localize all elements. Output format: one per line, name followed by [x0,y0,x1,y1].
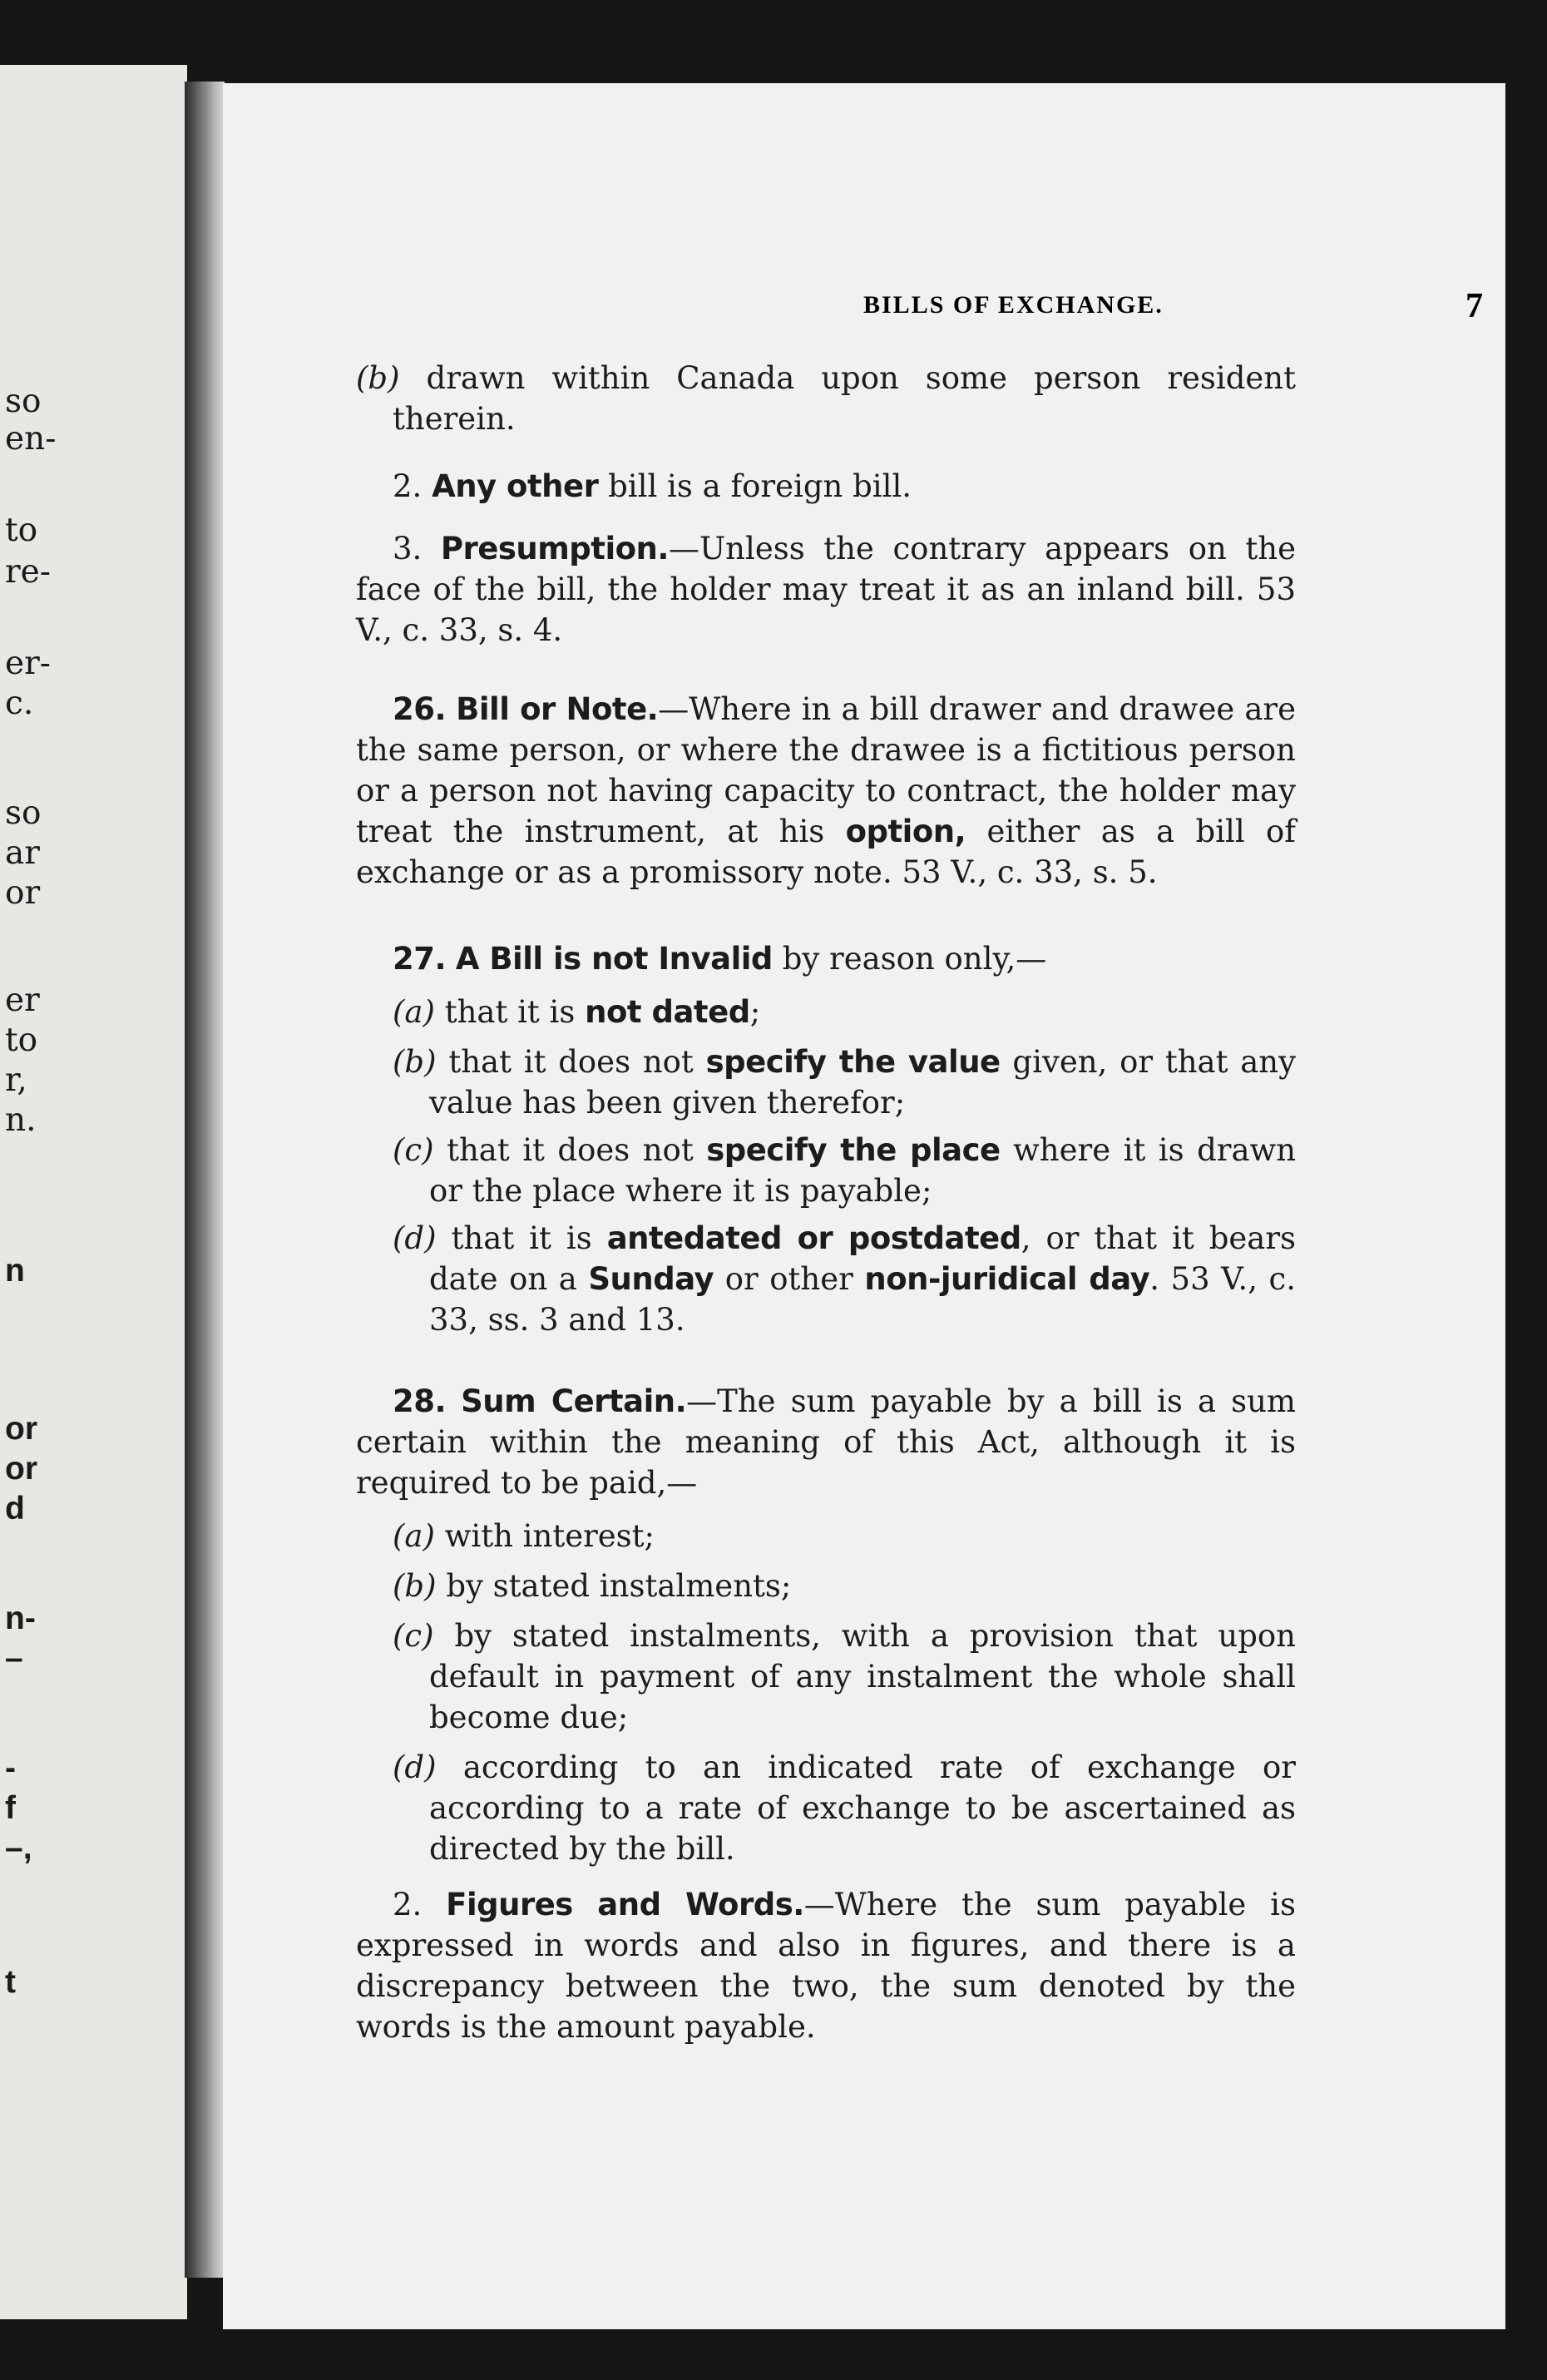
subsection-heading: Any other [432,468,599,504]
clause-label: (b) [393,1568,437,1604]
subsection-text: —Where the sum payable is expressed in words and also in figures, and there is a discrepancy between the two, the sum denoted by the words is the amount payable. [356,1887,1296,2045]
clause-28-a [393,1516,1296,1556]
left-fragment: r, [5,1061,27,1099]
clause-label: (c) [393,1132,434,1168]
clause-text: that it is [451,1220,592,1256]
section-number: 28. [393,1383,447,1419]
clause-27-c [393,1130,1297,1211]
section-text: —Where in a bill drawer and drawee are the same person, or where the drawee is a fictitious person or a person not having capacity to contract, the holder may treat the instrument, at his [356,691,1297,849]
clause-emphasis: specify the value [705,1044,1001,1080]
clause-label: (b) [393,1044,437,1080]
clause-text: given, or that any value has been given therefor; [429,1044,1297,1121]
left-facing-page [0,65,187,2319]
left-fragment: d [5,1491,25,1526]
clause-text: that it does not [447,1132,694,1168]
clause-label: (a) [393,994,435,1030]
left-fragment: ar [5,834,40,872]
clause-27-b [393,1042,1297,1123]
left-fragment: – [5,1640,23,1676]
subsection-number: 2. [393,468,423,504]
page-number: 7 [1465,287,1483,325]
clause-b-continued [356,358,1297,439]
clause-text: ; [749,994,761,1030]
left-fragment: n [5,1253,25,1289]
left-fragment: t [5,1964,16,2000]
section-27 [393,938,1296,979]
left-fragment: or [5,874,41,912]
running-title: BILLS OF EXCHANGE. [863,291,1164,319]
clause-text: that it is [444,994,576,1030]
section-heading: Sum Certain. [461,1383,687,1419]
section-heading: Bill or Note. [456,691,659,727]
clause-emphasis: antedated or postdated [606,1220,1021,1256]
clause-text: with interest; [444,1518,655,1554]
section-heading: A Bill is not Invalid [455,941,773,977]
section-28 [356,1381,1296,1503]
left-fragment: or [5,1411,37,1447]
clause-label: (b) [356,360,400,396]
clause-emphasis: non-juridical day [864,1261,1150,1297]
subsection-number: 3. [393,531,423,567]
subsection-number: 2. [393,1887,423,1922]
book-gutter [185,82,225,2278]
running-header [647,287,1529,341]
clause-text: that it does not [448,1044,694,1080]
clause-emphasis: not dated [585,994,750,1030]
section-emphasis: option, [845,814,966,849]
left-fragment: re- [5,553,51,591]
clause-28-b [393,1566,1296,1606]
left-fragment: –, [5,1830,32,1866]
clause-label: (c) [393,1618,434,1654]
subsection-heading: Figures and Words. [446,1887,804,1922]
clause-27-a [393,992,1296,1032]
left-fragment: or [5,1451,37,1487]
clause-28-c [393,1616,1296,1738]
left-fragment: n. [5,1101,37,1139]
section-number: 27. [393,941,447,977]
clause-text: by stated instalments, with a provision that upon default in payment of any instalment the whole shall become due; [429,1618,1296,1735]
subsection-28-2 [356,1884,1296,2047]
clause-text: drawn within Canada upon some person resident therein. [393,360,1297,437]
left-fragment: so [5,794,42,832]
subsection-text: bill is a foreign bill. [608,468,912,504]
section-text: by reason only,— [782,941,1047,977]
subsection-text: —Unless the contrary appears on the face of the bill, the holder may treat it as an inland bill. 53 V., c. 33, s. 4. [356,531,1296,648]
clause-27-d [393,1218,1297,1340]
clause-label: (a) [393,1518,435,1554]
clause-text: by stated instalments; [446,1568,792,1604]
clause-emphasis: specify the place [706,1132,1001,1168]
left-fragment: f [5,1790,16,1826]
left-fragment: n- [5,1601,36,1636]
left-fragment: en- [5,420,57,458]
subsection-3 [356,528,1296,651]
clause-text: according to an indicated rate of exchange or according to a rate of exchange to be ascertained as directed by the bill. [429,1749,1296,1867]
section-26 [356,689,1296,893]
left-fragment: - [5,1750,16,1786]
section-text: either as a bill of exchange or as a promissory note. 53 V., c. 33, s. 5. [356,814,1296,890]
left-fragment: er- [5,645,51,682]
clause-text: or other [724,1261,853,1297]
left-fragment: er [5,982,40,1019]
clause-28-d [393,1747,1296,1869]
clause-emphasis: Sunday [588,1261,714,1297]
clause-text: where it is drawn or the place where it is payable; [429,1132,1297,1209]
section-number: 26. [393,691,447,727]
subsection-heading: Presumption. [440,531,669,567]
clause-text: . 53 V., c. 33, ss. 3 and 13. [429,1261,1297,1338]
clause-label: (d) [393,1220,437,1256]
clause-text: , or that it bears date on a [429,1220,1297,1297]
clause-label: (d) [393,1749,437,1785]
left-fragment: so [5,383,42,420]
left-fragment: to [5,1022,38,1059]
left-fragment: c. [5,685,34,722]
subsection-2 [393,466,1296,507]
section-text: —The sum payable by a bill is a sum certain within the meaning of this Act, although it is required to be paid,— [356,1383,1297,1501]
left-fragment: to [5,512,38,549]
